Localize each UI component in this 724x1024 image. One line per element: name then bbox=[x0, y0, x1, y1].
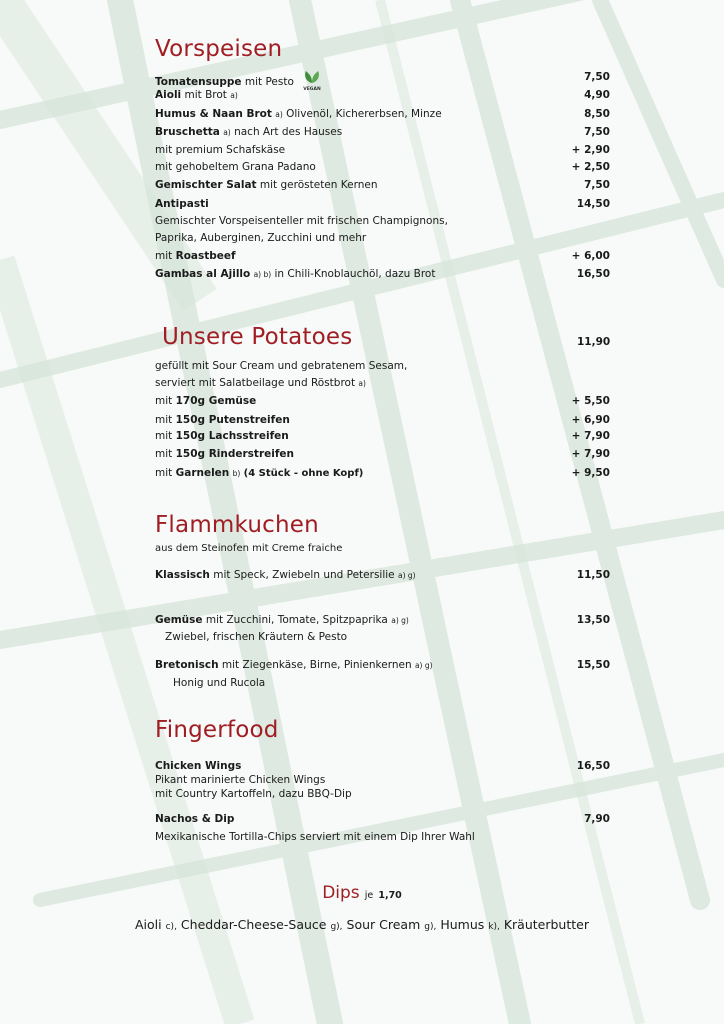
section-title-flammkuchen: Flammkuchen bbox=[155, 512, 319, 538]
nachos-desc-line-1 bbox=[155, 829, 610, 845]
item-desc: mit Ziegenkäse, Birne, Pinienkernen bbox=[221, 659, 412, 671]
item-desc: gefüllt mit Sour Cream und gebratenem Sesam, bbox=[155, 360, 408, 372]
addon-name: 150g Lachsstreifen bbox=[175, 430, 289, 442]
menu-item-gemuese-flammkuchen bbox=[155, 612, 610, 628]
addon-price: + 7,90 bbox=[571, 430, 610, 442]
menu-item-klassisch bbox=[155, 567, 610, 583]
menu-item-bruschetta bbox=[155, 124, 610, 140]
addon-price: + 7,90 bbox=[571, 448, 610, 460]
addon-roastbeef bbox=[155, 248, 610, 264]
item-price: 4,90 bbox=[584, 89, 610, 101]
item-desc: mit Zucchini, Tomate, Spitzpaprika bbox=[205, 614, 388, 626]
item-desc: Gemischter Vorspeisenteller mit frischen Champignons, bbox=[155, 215, 448, 227]
menu-item-antipasti bbox=[155, 196, 610, 212]
item-name: Humus & Naan Brot bbox=[155, 108, 272, 120]
addon-lachsstreifen bbox=[155, 428, 610, 444]
item-desc: Olivenöl, Kichererbsen, Minze bbox=[286, 108, 442, 120]
addon-putenstreifen bbox=[155, 412, 610, 428]
addon-name: 150g Putenstreifen bbox=[175, 414, 290, 426]
item-name: Gemüse bbox=[155, 614, 203, 626]
addon-desc: mit gehobeltem Grana Padano bbox=[155, 161, 316, 173]
addon-price: + 6,00 bbox=[571, 250, 610, 262]
addon-extra: (4 Stück - ohne Kopf) bbox=[243, 468, 364, 479]
addon-garnelen bbox=[155, 465, 610, 481]
item-name: Bruschetta bbox=[155, 126, 220, 138]
allergen-code: a) g) bbox=[391, 616, 409, 625]
menu-item-humus bbox=[155, 106, 610, 122]
allergen-code: a) b) bbox=[253, 270, 272, 279]
dips-price: 1,70 bbox=[378, 890, 402, 901]
dip-humus: Humus bbox=[440, 917, 485, 932]
allergen-code: a) bbox=[230, 91, 238, 100]
addon-price: + 2,50 bbox=[571, 161, 610, 173]
menu-item-nachos bbox=[155, 811, 610, 827]
gemuese-desc-line-2 bbox=[165, 629, 620, 645]
allergen-code: a) bbox=[275, 110, 283, 119]
item-price: 14,50 bbox=[576, 198, 610, 210]
addon-prefix: mit bbox=[155, 430, 173, 442]
item-desc: Pikant marinierte Chicken Wings bbox=[155, 774, 326, 786]
item-desc: in Chili-Knoblauchöl, dazu Brot bbox=[274, 268, 436, 280]
addon-grana-padano bbox=[155, 159, 610, 175]
addon-schafskaese bbox=[155, 142, 610, 158]
menu-item-gemischter-salat bbox=[155, 177, 610, 193]
item-desc: serviert mit Salatbeilage und Röstbrot bbox=[155, 377, 356, 389]
item-price: 16,50 bbox=[576, 760, 610, 772]
item-desc: nach Art des Hauses bbox=[234, 126, 343, 138]
item-name: Gemischter Salat bbox=[155, 179, 257, 191]
item-name: Klassisch bbox=[155, 569, 210, 581]
item-price: 7,50 bbox=[584, 126, 610, 138]
item-price: 8,50 bbox=[584, 108, 610, 120]
item-price: 13,50 bbox=[576, 614, 610, 626]
section-subtitle: aus dem Steinofen mit Creme fraiche bbox=[155, 543, 343, 554]
addon-price: + 5,50 bbox=[571, 395, 610, 407]
addon-prefix: mit bbox=[155, 467, 173, 479]
addon-rinderstreifen bbox=[155, 446, 610, 462]
dips-heading bbox=[0, 883, 724, 903]
item-price: 7,90 bbox=[584, 813, 610, 825]
dips-title: Dips bbox=[322, 883, 360, 903]
potatoes-desc-line-1 bbox=[155, 358, 610, 374]
item-desc: Zwiebel, frischen Kräutern & Pesto bbox=[165, 631, 348, 643]
item-name: Gambas al Ajillo bbox=[155, 268, 251, 280]
addon-prefix: mit bbox=[155, 395, 173, 407]
item-name: Chicken Wings bbox=[155, 760, 242, 772]
addon-prefix: mit bbox=[155, 250, 173, 262]
menu-item-gambas bbox=[155, 266, 610, 282]
menu-item-bretonisch bbox=[155, 657, 610, 673]
allergen-code: a) g) bbox=[414, 661, 433, 670]
addon-price: + 6,90 bbox=[571, 414, 610, 426]
antipasti-desc-line-2 bbox=[155, 230, 610, 246]
allergen-code: g), bbox=[424, 922, 437, 932]
chicken-wings-desc-line-2 bbox=[155, 786, 610, 802]
dip-aioli: Aioli bbox=[135, 917, 162, 932]
addon-prefix: mit bbox=[155, 448, 173, 460]
allergen-code: g), bbox=[330, 922, 343, 932]
allergen-code: k), bbox=[488, 922, 500, 932]
addon-name: 170g Gemüse bbox=[175, 395, 257, 407]
menu-item-tomatensuppe bbox=[155, 69, 610, 91]
item-price: 7,50 bbox=[584, 71, 610, 83]
flammkuchen-subtitle bbox=[155, 541, 610, 557]
addon-desc: mit premium Schafskäse bbox=[155, 144, 286, 156]
item-desc: mit Pesto bbox=[244, 76, 294, 88]
item-name: Tomatensuppe bbox=[155, 76, 242, 88]
antipasti-desc-line-1 bbox=[155, 213, 610, 229]
item-desc: mit Brot bbox=[184, 89, 227, 101]
allergen-code: a) g) bbox=[397, 571, 416, 580]
item-desc: Paprika, Auberginen, Zucchini und mehr bbox=[155, 232, 367, 244]
addon-name: Garnelen bbox=[175, 467, 230, 479]
addon-prefix: mit bbox=[155, 414, 173, 426]
dips-je: je bbox=[364, 890, 374, 901]
addon-name: 150g Rinderstreifen bbox=[175, 448, 295, 460]
section-title-potatoes: Unsere Potatoes bbox=[162, 324, 353, 350]
section-title-vorspeisen: Vorspeisen bbox=[155, 36, 283, 62]
item-desc: mit Speck, Zwiebeln und Petersilie bbox=[213, 569, 395, 581]
addon-price: + 9,50 bbox=[571, 467, 610, 479]
addon-price: + 2,90 bbox=[571, 144, 610, 156]
potatoes-desc-line-2 bbox=[155, 375, 610, 391]
dips-list bbox=[0, 917, 724, 932]
item-name: Nachos & Dip bbox=[155, 813, 235, 825]
item-desc: Honig und Rucola bbox=[173, 677, 266, 689]
item-desc: mit Country Kartoffeln, dazu BBQ-Dip bbox=[155, 788, 352, 800]
bretonisch-desc-line-2 bbox=[173, 675, 628, 691]
allergen-code: c), bbox=[165, 922, 177, 932]
addon-gemuese bbox=[155, 393, 610, 409]
vegan-badge-text: VEGAN bbox=[303, 87, 321, 91]
section-title-fingerfood: Fingerfood bbox=[155, 717, 279, 743]
dip-cheddar: Cheddar-Cheese-Sauce bbox=[180, 917, 327, 932]
dip-kraeuterbutter: Kräuterbutter bbox=[503, 917, 589, 932]
item-price: 7,50 bbox=[584, 179, 610, 191]
allergen-code: b) bbox=[232, 469, 241, 478]
item-desc: Mexikanische Tortilla-Chips serviert mit einem Dip Ihrer Wahl bbox=[155, 831, 475, 843]
item-desc: mit gerösteten Kernen bbox=[259, 179, 378, 191]
addon-name: Roastbeef bbox=[175, 250, 236, 262]
dip-sour-cream: Sour Cream bbox=[346, 917, 421, 932]
allergen-code: a) bbox=[223, 128, 231, 137]
item-name: Bretonisch bbox=[155, 659, 219, 671]
allergen-code: a) bbox=[358, 379, 366, 388]
item-price: 11,50 bbox=[576, 569, 610, 581]
item-price: 15,50 bbox=[576, 659, 610, 671]
potatoes-price: 11,90 bbox=[577, 336, 611, 348]
menu-item-aioli bbox=[155, 87, 610, 103]
item-price: 16,50 bbox=[576, 268, 610, 280]
item-name: Antipasti bbox=[155, 198, 209, 210]
item-name: Aioli bbox=[155, 89, 182, 101]
